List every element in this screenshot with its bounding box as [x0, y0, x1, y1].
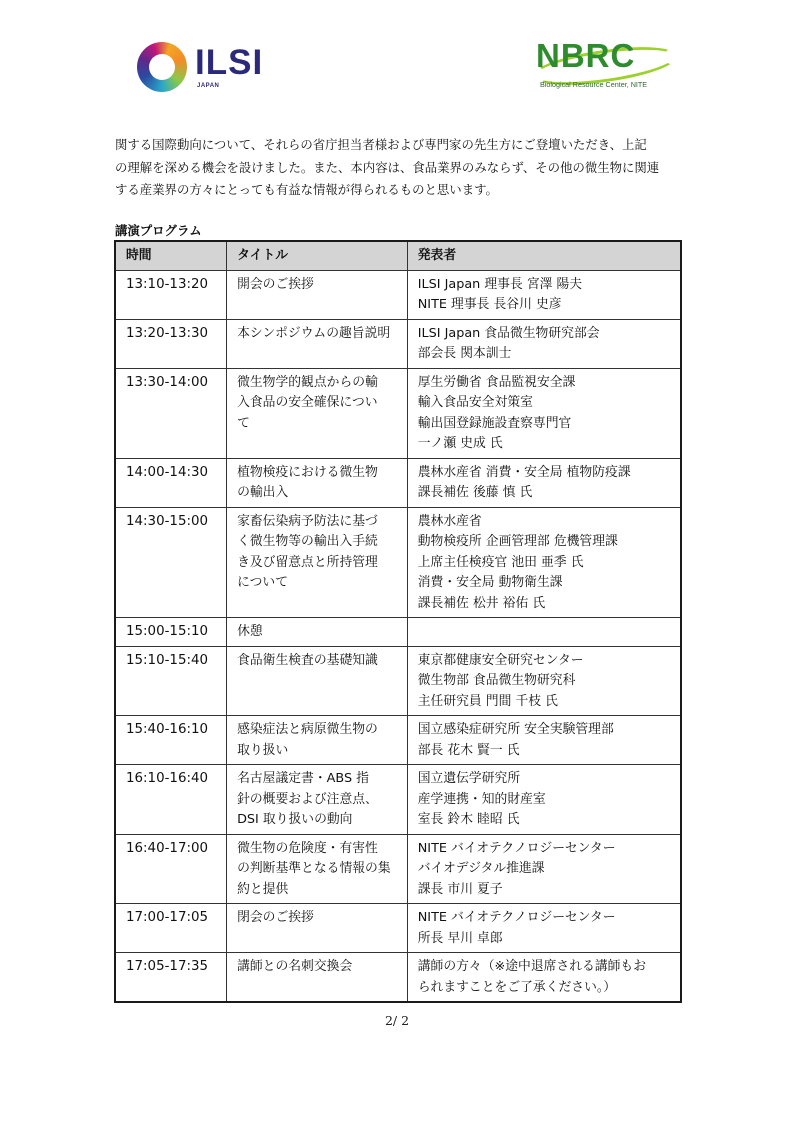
- table-row: [115, 834, 681, 904]
- column-header-title: タイトル: [227, 241, 408, 270]
- session-time: 14:00-14:30: [115, 458, 227, 507]
- title-line: 針の概要および注意点、: [237, 791, 378, 807]
- title-line: 食品衛生検査の基礎知識: [237, 652, 378, 668]
- ilsi-ring-icon: [137, 42, 187, 92]
- session-speaker: [407, 953, 681, 1003]
- session-speaker: [407, 646, 681, 716]
- session-title: [227, 953, 408, 1003]
- speaker-line: 微生物部 食品微生物研究科: [417, 673, 576, 688]
- session-time: 13:10-13:20: [115, 270, 227, 319]
- title-line: 微生物の危険度・有害性: [237, 840, 378, 856]
- speaker-line: 消費・安全局 動物衛生課: [417, 575, 563, 590]
- program-section-title: 講演プログラム: [115, 223, 202, 238]
- table-row: [115, 270, 681, 319]
- speaker-line: 動物検疫所 企画管理部 危機管理課: [417, 534, 618, 549]
- table-row: [115, 319, 681, 368]
- title-line: 本シンポジウムの趣旨説明: [237, 325, 391, 341]
- ilsi-logo-subtext: JAPAN: [197, 83, 220, 89]
- session-time: 17:00-17:05: [115, 904, 227, 953]
- ilsi-japan-logo: [137, 41, 267, 93]
- speaker-line: NITE バイオテクノロジーセンター: [417, 910, 616, 925]
- session-speaker: [407, 507, 681, 618]
- session-time: 17:05-17:35: [115, 953, 227, 1003]
- title-line: の判断基準となる情報の集: [237, 861, 391, 876]
- program-table-body: [115, 270, 681, 1002]
- speaker-line: 厚生労働省 食品監視安全課: [417, 374, 576, 390]
- speaker-line: 主任研究員 門間 千枝 氏: [417, 693, 558, 709]
- table-row: [115, 618, 681, 647]
- title-line: について: [237, 575, 288, 590]
- session-speaker: [407, 904, 681, 953]
- session-title: [227, 319, 408, 368]
- session-time: 15:40-16:10: [115, 716, 227, 765]
- speaker-line: 国立感染症研究所 安全実験管理部: [417, 722, 614, 737]
- title-line: 約と提供: [237, 881, 289, 897]
- session-speaker: [407, 765, 681, 835]
- title-line: 家畜伝染病予防法に基づ: [237, 513, 378, 529]
- title-line: 講師との名刺交換会: [237, 959, 353, 974]
- intro-line: する産業界の方々にとっても有益な情報が得られるものと思います。: [115, 182, 498, 197]
- title-line: 感染症法と病原微生物の: [237, 722, 378, 737]
- session-time: 16:10-16:40: [115, 765, 227, 835]
- session-title: [227, 716, 408, 765]
- table-row: [115, 716, 681, 765]
- intro-line: の理解を深める機会を設けました。また、本内容は、食品業界のみならず、その他の微生物に関連: [115, 159, 660, 175]
- session-time: 15:00-15:10: [115, 618, 227, 647]
- session-speaker: [407, 368, 681, 458]
- session-time: 16:40-17:00: [115, 834, 227, 904]
- session-speaker: [407, 716, 681, 765]
- speaker-line: 国立遺伝学研究所: [417, 771, 521, 786]
- nbrc-logo-text: NBRC: [536, 37, 636, 74]
- speaker-line: 室長 鈴木 睦昭 氏: [417, 812, 520, 827]
- title-line: 休憩: [237, 624, 263, 639]
- session-title: [227, 765, 408, 835]
- session-title: [227, 646, 408, 716]
- speaker-line: 輸入食品安全対策室: [417, 395, 533, 410]
- speaker-line: 課長 市川 夏子: [417, 881, 503, 897]
- speaker-line: 産学連携・知的財産室: [417, 791, 546, 807]
- title-line: 開会のご挨拶: [237, 276, 314, 292]
- session-speaker: [407, 458, 681, 507]
- speaker-line: 課長補佐 松井 裕佑 氏: [417, 595, 546, 611]
- title-line: の輸出入: [237, 485, 289, 500]
- speaker-line: 上席主任検疫官 池田 亜季 氏: [417, 554, 584, 570]
- table-row: [115, 646, 681, 716]
- session-time: 15:10-15:40: [115, 646, 227, 716]
- session-title: [227, 368, 408, 458]
- title-line: て: [237, 415, 250, 431]
- nbrc-logo-subtext: Biological Resource Center, NITE: [540, 80, 648, 89]
- column-header-time: 時間: [115, 241, 227, 270]
- session-speaker: [407, 618, 681, 647]
- program-table: [114, 240, 682, 1003]
- session-time: 13:20-13:30: [115, 319, 227, 368]
- session-title: [227, 507, 408, 618]
- session-title: [227, 270, 408, 319]
- speaker-line: 部長 花木 賢一 氏: [417, 742, 520, 758]
- table-row: [115, 368, 681, 458]
- title-line: 取り扱い: [237, 742, 289, 758]
- intro-paragraph: [115, 134, 685, 202]
- session-time: 14:30-15:00: [115, 507, 227, 618]
- page-number: 2/ 2: [384, 1013, 410, 1028]
- session-speaker: [407, 834, 681, 904]
- table-row: [115, 458, 681, 507]
- speaker-line: 所長 早川 卓郎: [417, 930, 503, 946]
- title-line: 名古屋議定書・ABS 指: [237, 771, 369, 786]
- title-line: 微生物学的観点からの輸: [237, 374, 378, 390]
- session-speaker: [407, 319, 681, 368]
- speaker-line: 農林水産省 消費・安全局 植物防疫課: [417, 464, 631, 480]
- table-row: [115, 507, 681, 618]
- table-row: [115, 953, 681, 1003]
- speaker-line: ILSI Japan 理事長 宮澤 陽夫: [417, 276, 583, 292]
- title-line: DSI 取り扱いの動向: [237, 812, 353, 827]
- speaker-line: 輸出国登録施設査察専門官: [417, 415, 572, 431]
- session-time: 13:30-14:00: [115, 368, 227, 458]
- speaker-line: バイオデジタル推進課: [417, 861, 545, 876]
- speaker-line: ILSI Japan 食品微生物研究部会: [417, 325, 600, 341]
- speaker-line: 講師の方々（※途中退席される講師もお: [417, 959, 647, 974]
- speaker-line: られますことをご了承ください。）: [417, 979, 617, 995]
- speaker-line: 一ノ瀬 史成 氏: [417, 436, 503, 451]
- title-line: く微生物等の輸出入手続: [237, 534, 378, 549]
- speaker-line: 課長補佐 後藤 慎 氏: [417, 485, 533, 500]
- ilsi-logo-text: ILSI: [195, 43, 264, 82]
- speaker-line: 農林水産省: [417, 513, 482, 529]
- session-speaker: [407, 270, 681, 319]
- table-row: [115, 904, 681, 953]
- title-line: 閉会のご挨拶: [237, 910, 314, 925]
- session-title: [227, 458, 408, 507]
- session-title: [227, 904, 408, 953]
- title-line: 植物検疫における微生物: [237, 464, 378, 480]
- speaker-line: 東京都健康安全研究センター: [417, 652, 584, 668]
- title-line: 入食品の安全確保につい: [237, 395, 378, 410]
- speaker-line: 部会長 関本訓士: [417, 346, 512, 361]
- table-header-row: [115, 241, 681, 270]
- title-line: き及び留意点と所持管理: [237, 554, 378, 570]
- column-header-speaker: 発表者: [407, 241, 681, 270]
- session-title: [227, 834, 408, 904]
- table-row: [115, 765, 681, 835]
- speaker-line: NITE バイオテクノロジーセンター: [417, 840, 616, 856]
- session-title: [227, 618, 408, 647]
- nbrc-logo: [530, 38, 680, 93]
- speaker-line: NITE 理事長 長谷川 史彦: [417, 297, 562, 312]
- intro-line: 関する国際動向について、それらの省庁担当者様および専門家の先生方にご登壇いただき、上記: [115, 137, 647, 152]
